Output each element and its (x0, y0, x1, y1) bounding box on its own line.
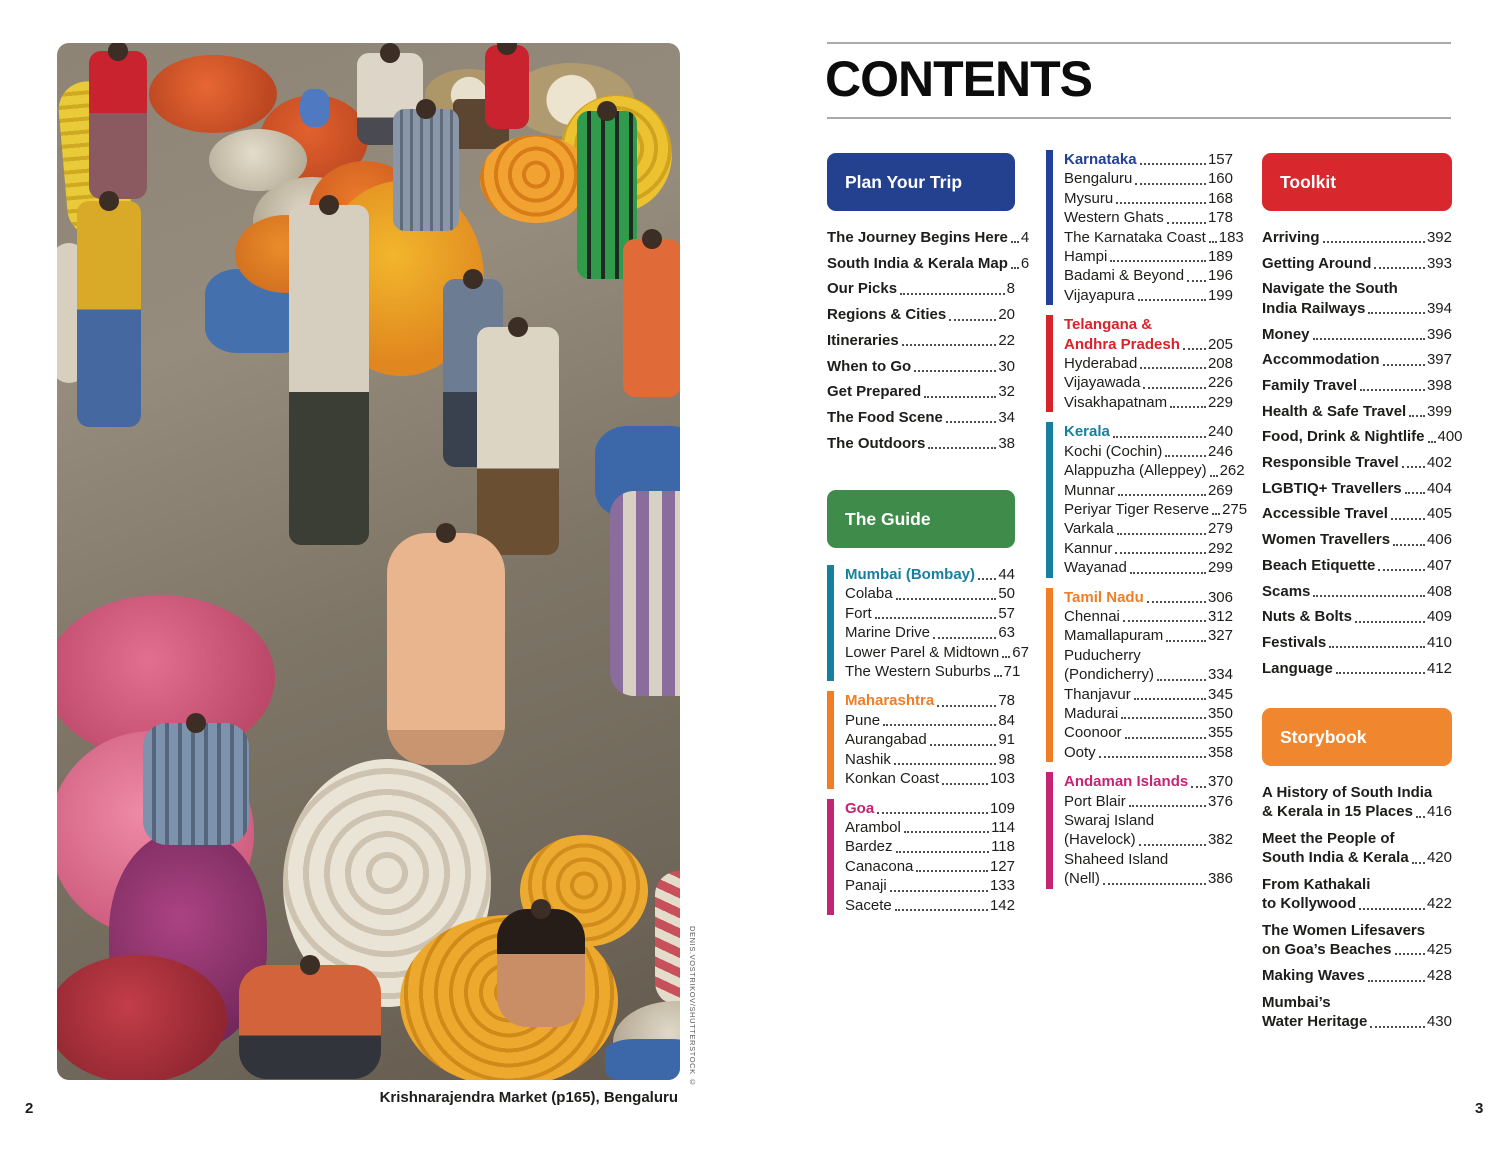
toc-entry: Colaba 50 (845, 585, 1015, 603)
toc-entry: Puducherry (Pondicherry) 334 (1064, 646, 1233, 684)
dotted-leader (1135, 183, 1206, 185)
dotted-leader (1402, 466, 1425, 468)
toc-entry: Badami & Beyond 196 (1064, 267, 1233, 285)
toc-group-andaman-islands (1046, 772, 1233, 888)
toc-group-heading: Mumbai (Bombay) 44 (845, 566, 1015, 584)
toc-group-kerala (1046, 422, 1248, 577)
page-number-left: 2 (25, 1100, 34, 1117)
toc-entry: Shaheed Island (Nell) 386 (1064, 850, 1233, 888)
dotted-leader (1011, 267, 1019, 269)
toc-group-goa (827, 799, 1015, 915)
dotted-leader (1329, 646, 1425, 648)
section-header-the-guide (827, 490, 1015, 548)
toc-entry: Family Travel 398 (1262, 376, 1452, 394)
person-figure (143, 723, 249, 845)
toc-group-heading: Tamil Nadu 306 (1064, 588, 1233, 606)
toc-entry: Festivals 410 (1262, 633, 1452, 651)
toc-entry: Beach Etiquette 407 (1262, 556, 1452, 574)
toc-entry: Meet the People of South India & Kerala 420 (1262, 829, 1452, 867)
toc-entry: Periyar Tiger Reserve 275 (1064, 500, 1248, 518)
photo-caption: Krishnarajendra Market (p165), Bengaluru (379, 1089, 678, 1106)
toc-entry: Varkala 279 (1064, 520, 1233, 538)
toc-entry: Pune 84 (845, 711, 1015, 729)
toc-entry: The Women Lifesavers on Goa’s Beaches 425 (1262, 921, 1452, 958)
toc-entry: Canacona 127 (845, 857, 1015, 875)
dotted-leader (1212, 513, 1220, 515)
dotted-leader (1139, 844, 1206, 846)
toc-entry: Sacete 142 (845, 896, 1015, 914)
toc-entry: Regions & Cities 20 (827, 306, 1015, 324)
title-rule (827, 117, 1451, 119)
toc-entry: Health & Safe Travel 399 (1262, 402, 1452, 420)
toc-entry: Mumbai’s Water Heritage 430 (1262, 993, 1452, 1031)
toc-entry: Responsible Travel 402 (1262, 454, 1452, 472)
toc-entry: The Food Scene 34 (827, 408, 1015, 426)
section-header-label: Toolkit (1280, 171, 1337, 192)
toc-entry: Language 412 (1262, 659, 1452, 677)
person-figure (77, 201, 141, 427)
dotted-leader (1140, 163, 1206, 165)
toc-group-maharashtra (827, 691, 1015, 788)
toc-group-heading: Andhra Pradesh 205 (1064, 335, 1233, 353)
contents-column-2 (1046, 150, 1248, 899)
dotted-leader (1099, 756, 1206, 758)
toc-entry: Women Travellers 406 (1262, 531, 1452, 549)
toc-entry: Accessible Travel 405 (1262, 505, 1452, 523)
toc-group-tamil-nadu (1046, 588, 1233, 763)
storybook-list (1262, 783, 1452, 1031)
dotted-leader (1395, 953, 1425, 955)
person-figure (485, 45, 529, 129)
dotted-leader (894, 763, 996, 765)
toc-entry: Nashik 98 (845, 750, 1015, 768)
contents-column-1 (827, 153, 1030, 925)
dotted-leader (904, 831, 989, 833)
contents-column-3 (1262, 153, 1463, 1039)
dotted-leader (1360, 389, 1425, 391)
toc-entry: Food, Drink & Nightlife 400 (1262, 428, 1463, 446)
dotted-leader (1166, 640, 1206, 642)
toc-entry: When to Go 30 (827, 357, 1015, 375)
toc-entry: South India & Kerala Map 6 (827, 254, 1030, 272)
toc-entry: Thanjavur 345 (1064, 685, 1233, 703)
dotted-leader (1412, 862, 1425, 864)
toc-group-heading: Andaman Islands 370 (1064, 773, 1233, 791)
toc-entry: Accommodation 397 (1262, 351, 1452, 369)
garland-red-white (655, 871, 680, 1006)
person-figure (89, 51, 147, 199)
dotted-leader (1428, 441, 1436, 443)
toc-entry: Mysuru 168 (1064, 189, 1233, 207)
person-figure (239, 965, 381, 1079)
page-number-right: 3 (1475, 1100, 1484, 1117)
dotted-leader (890, 890, 988, 892)
toc-entry: Getting Around 393 (1262, 254, 1452, 272)
toc-entry: Bengaluru 160 (1064, 170, 1233, 188)
toc-entry: The Western Suburbs 71 (845, 663, 1021, 681)
dotted-leader (1130, 572, 1206, 574)
dotted-leader (1103, 883, 1206, 885)
toc-entry: Arriving 392 (1262, 229, 1452, 246)
dotted-leader (1116, 202, 1206, 204)
dotted-leader (978, 578, 996, 580)
dotted-leader (930, 744, 997, 746)
toc-entry: Arambol 114 (845, 818, 1015, 836)
toc-entry: Western Ghats 178 (1064, 209, 1233, 227)
dotted-leader (877, 812, 988, 814)
toc-entry: Coonoor 355 (1064, 724, 1233, 742)
dotted-leader (914, 370, 996, 372)
dotted-leader (1143, 387, 1206, 389)
toc-entry: Nuts & Bolts 409 (1262, 608, 1452, 626)
dotted-leader (1393, 544, 1425, 546)
dotted-leader (1355, 621, 1425, 623)
dotted-leader (1121, 717, 1206, 719)
dotted-leader (1115, 552, 1206, 554)
toc-entry: Scams 408 (1262, 582, 1452, 600)
toc-group-heading: Maharashtra 78 (845, 692, 1015, 710)
dotted-leader (1183, 348, 1206, 350)
toc-entry: Making Waves 428 (1262, 967, 1452, 985)
dotted-leader (1370, 1026, 1425, 1028)
person-figure (623, 239, 680, 397)
person-figure (497, 909, 585, 1027)
toc-entry: Konkan Coast 103 (845, 770, 1015, 788)
section-header-label: Storybook (1280, 726, 1367, 747)
blue-tarp (605, 1039, 680, 1080)
dotted-leader (1002, 656, 1010, 658)
page-title: CONTENTS (825, 51, 1092, 107)
toc-entry: Kannur 292 (1064, 539, 1233, 557)
toc-group-heading: Karnataka 157 (1064, 151, 1233, 168)
toc-entry: Get Prepared 32 (827, 383, 1015, 401)
dotted-leader (1359, 908, 1425, 910)
dotted-leader (1336, 672, 1425, 674)
dotted-leader (1209, 241, 1217, 243)
person-figure (289, 205, 369, 545)
dotted-leader (1391, 518, 1425, 520)
toc-entry: Our Picks 8 (827, 280, 1015, 298)
dotted-leader (1210, 475, 1218, 477)
blue-bag (300, 89, 330, 127)
toc-entry: Money 396 (1262, 325, 1452, 343)
dotted-leader (1368, 980, 1425, 982)
plan-your-trip-list (827, 228, 1030, 453)
dotted-leader (875, 617, 997, 619)
dotted-leader (1374, 267, 1425, 269)
toc-entry: LGBTIQ+ Travellers 404 (1262, 479, 1452, 497)
toc-entry: Visakhapatnam 229 (1064, 393, 1233, 411)
toc-entry: Ooty 358 (1064, 743, 1233, 761)
top-rule (827, 42, 1451, 44)
section-header-storybook (1262, 708, 1452, 766)
toc-entry: Itineraries 22 (827, 331, 1015, 349)
dotted-leader (1157, 679, 1206, 681)
toc-entry: A History of South India & Kerala in 15 Places 416 (1262, 784, 1452, 821)
toc-entry: Kochi (Cochin) 246 (1064, 442, 1233, 460)
section-header-toolkit (1262, 153, 1452, 211)
toolkit-list (1262, 228, 1463, 678)
toc-entry: Mamallapuram 327 (1064, 627, 1233, 645)
dotted-leader (1134, 698, 1206, 700)
person-figure (393, 109, 459, 231)
dotted-leader (1323, 241, 1425, 243)
toc-entry: From Kathakali to Kollywood 422 (1262, 875, 1452, 913)
toc-entry: Hampi 189 (1064, 248, 1233, 266)
toc-entry: Marine Drive 63 (845, 624, 1015, 642)
dotted-leader (946, 421, 996, 423)
dotted-leader (1383, 364, 1425, 366)
photo-credit: DENIS.VOSTRIKOV/SHUTTERSTOCK © (688, 926, 697, 1088)
dotted-leader (883, 724, 996, 726)
flower-pile-orange (149, 55, 277, 133)
toc-entry: Swaraj Island (Havelock) 382 (1064, 812, 1233, 849)
toc-group-heading: Kerala 240 (1064, 423, 1233, 441)
toc-entry: Madurai 350 (1064, 704, 1233, 722)
toc-entry: The Karnataka Coast 183 (1064, 228, 1244, 246)
toc-group-mumbai (827, 565, 1029, 681)
toc-group-karnataka (1046, 150, 1244, 305)
toc-entry: Alappuzha (Alleppey) 262 (1064, 462, 1245, 480)
dotted-leader (916, 870, 988, 872)
dotted-leader (902, 344, 997, 346)
dotted-leader (1118, 494, 1206, 496)
section-header-label: Plan Your Trip (845, 171, 963, 192)
dotted-leader (896, 851, 990, 853)
dotted-leader (928, 447, 996, 449)
dotted-leader (1313, 338, 1425, 340)
dotted-leader (1409, 415, 1425, 417)
toc-entry: Port Blair 376 (1064, 792, 1233, 810)
toc-entry: Navigate the South India Railways 394 (1262, 280, 1452, 317)
dotted-leader (942, 783, 988, 785)
dotted-leader (1187, 280, 1206, 282)
dotted-leader (994, 675, 1002, 677)
dotted-leader (1165, 455, 1206, 457)
dotted-leader (900, 293, 1005, 295)
dotted-leader (1378, 569, 1425, 571)
dotted-leader (1416, 816, 1425, 818)
dotted-leader (1191, 786, 1206, 788)
dotted-leader (949, 319, 996, 321)
person-figure (387, 533, 505, 765)
dotted-leader (1313, 595, 1425, 597)
dotted-leader (937, 705, 996, 707)
toc-entry: Panaji 133 (845, 877, 1015, 895)
toc-entry: The Outdoors 38 (827, 434, 1015, 452)
dotted-leader (1129, 805, 1206, 807)
toc-entry: Aurangabad 91 (845, 731, 1015, 749)
toc-group-heading: Goa 109 (845, 799, 1015, 817)
toc-entry: Vijayapura 199 (1064, 286, 1233, 304)
section-header-plan-your-trip (827, 153, 1015, 211)
toc-entry: Hyderabad 208 (1064, 355, 1233, 373)
dotted-leader (1125, 737, 1206, 739)
marigold-basket (480, 135, 592, 223)
dotted-leader (1405, 492, 1425, 494)
toc-entry: Bardez 118 (845, 838, 1015, 856)
dotted-leader (924, 396, 996, 398)
dotted-leader (1167, 222, 1206, 224)
dotted-leader (1140, 367, 1206, 369)
dotted-leader (1113, 436, 1206, 438)
toc-group-heading-line1: Telangana & (1064, 316, 1153, 334)
dotted-leader (1110, 260, 1206, 262)
toc-entry: Chennai 312 (1064, 607, 1233, 625)
market-photo (57, 43, 680, 1080)
dotted-leader (1138, 299, 1206, 301)
dotted-leader (895, 909, 988, 911)
toc-entry: Vijayawada 226 (1064, 374, 1233, 392)
toc-entry: The Journey Begins Here 4 (827, 229, 1030, 246)
toc-entry: Munnar 269 (1064, 481, 1233, 499)
flower-pile-red (57, 955, 227, 1080)
dotted-leader (1011, 241, 1019, 243)
section-header-label: The Guide (845, 508, 931, 529)
toc-entry: Lower Parel & Midtown 67 (845, 643, 1029, 661)
dotted-leader (933, 637, 996, 639)
toc-entry: Fort 57 (845, 604, 1015, 622)
dotted-leader (1147, 601, 1206, 603)
dotted-leader (1368, 312, 1425, 314)
dotted-leader (1123, 620, 1206, 622)
toc-entry: Wayanad 299 (1064, 559, 1233, 577)
dotted-leader (1170, 406, 1206, 408)
dotted-leader (896, 598, 997, 600)
garland-purple-white (610, 491, 680, 696)
toc-group-telangana-andhra-pradesh (1046, 315, 1233, 412)
dotted-leader (1117, 533, 1206, 535)
person-figure (477, 327, 559, 555)
